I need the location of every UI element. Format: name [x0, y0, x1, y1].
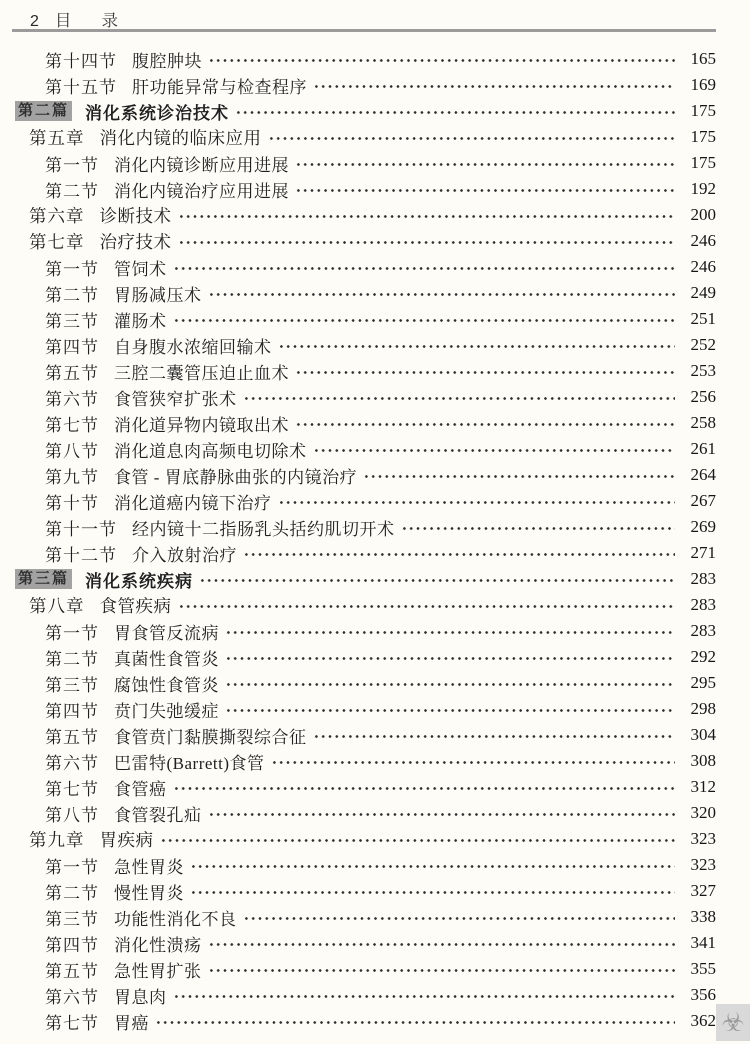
dot-leader — [155, 1008, 675, 1034]
toc-entry-label: 第七章 — [29, 231, 85, 252]
toc-entry-page: 308 — [690, 751, 716, 770]
toc-entry-section[interactable] — [12, 618, 716, 644]
toc-entry-title: 三腔二囊管压迫止血术 — [114, 363, 289, 383]
toc-entry-section[interactable] — [12, 1008, 716, 1034]
toc-entry-page: 323 — [690, 829, 716, 848]
toc-entry-page: 246 — [690, 257, 716, 276]
toc-entry-section[interactable] — [12, 488, 716, 514]
toc-entry-title: 胃息肉 — [114, 987, 167, 1007]
toc-entry-label: 第二节 — [45, 883, 99, 903]
toc-entry-label: 第二节 — [45, 285, 99, 305]
dot-leader — [173, 982, 676, 1008]
toc-entry-label: 第三节 — [45, 675, 99, 695]
toc-entry-label: 第八章 — [29, 595, 85, 616]
header-title: 目 录 — [54, 11, 132, 30]
toc-entry-label: 第一节 — [45, 857, 99, 877]
toc-entry-page: 267 — [690, 491, 716, 510]
toc-entry-title: 消化系统诊治技术 — [85, 103, 230, 123]
dot-leader — [225, 696, 675, 722]
toc-entry-section[interactable] — [12, 878, 716, 904]
header-page-number: 2 — [30, 13, 39, 30]
toc-entry-title: 经内镜十二指肠乳头括约肌切开术 — [132, 519, 395, 539]
toc-entry-title: 消化性溃疡 — [114, 935, 202, 955]
toc-entry-page: 175 — [690, 101, 716, 120]
toc-entry-label: 第一节 — [45, 623, 99, 643]
toc-entry-page: 323 — [690, 855, 716, 874]
dot-leader — [178, 202, 676, 228]
toc-entry-section[interactable] — [12, 644, 716, 670]
toc-entry-page: 175 — [690, 153, 716, 172]
toc-entry-label: 第一节 — [45, 155, 99, 175]
toc-entry-page: 271 — [690, 543, 716, 562]
toc-entry-label: 第二节 — [45, 181, 99, 201]
toc-entry-title: 慢性胃炎 — [114, 883, 184, 903]
dot-leader — [401, 514, 676, 540]
dot-leader — [225, 644, 675, 670]
toc-entry-title: 肝功能异常与检查程序 — [132, 77, 307, 97]
toc-entry-title: 消化内镜治疗应用进展 — [114, 181, 289, 201]
toc-entry-page: 338 — [690, 907, 716, 926]
toc-entry-label: 第五章 — [29, 127, 85, 148]
toc-entry-page: 362 — [690, 1011, 716, 1030]
toc-entry-title: 胃肠减压术 — [114, 285, 202, 305]
toc-entry-label: 第三篇 — [15, 569, 72, 589]
dot-leader — [208, 46, 675, 72]
dot-leader — [173, 774, 676, 800]
toc-entry-page: 355 — [690, 959, 716, 978]
dot-leader — [243, 904, 676, 930]
toc-entry-section[interactable] — [12, 150, 716, 176]
dot-leader — [178, 592, 676, 618]
toc-entry-page: 192 — [690, 179, 716, 198]
toc-entry-page: 298 — [690, 699, 716, 718]
toc-entry-title: 贲门失弛缓症 — [114, 701, 219, 721]
toc-entry-section[interactable] — [12, 956, 716, 982]
toc-entry-page: 356 — [690, 985, 716, 1004]
toc-entry-label: 第八节 — [45, 805, 99, 825]
dot-leader — [178, 228, 676, 254]
toc-entry-section[interactable] — [12, 280, 716, 306]
toc-entry-title: 治疗技术 — [99, 231, 172, 252]
dot-leader — [268, 124, 676, 150]
toc-entry-label: 第三节 — [45, 311, 99, 331]
toc-entry-page: 292 — [690, 647, 716, 666]
toc-entry-section[interactable] — [12, 696, 716, 722]
toc-entry-title: 自身腹水浓缩回输术 — [114, 337, 272, 357]
dot-leader — [271, 748, 675, 774]
toc-entry-label: 第十二节 — [45, 545, 117, 565]
toc-entry-label: 第四节 — [45, 935, 99, 955]
toc-entry-label: 第二篇 — [15, 101, 72, 121]
toc-entry-label: 第七节 — [45, 779, 99, 799]
toc-entry-title: 巴雷特(Barrett)食管 — [114, 753, 265, 773]
dot-leader — [243, 540, 675, 566]
toc-entry-section[interactable] — [12, 358, 716, 384]
toc-entry-page: 252 — [690, 335, 716, 354]
toc-entry-section[interactable] — [12, 176, 716, 202]
toc-entry-title: 急性胃扩张 — [114, 961, 202, 981]
toc-entry-label: 第七节 — [45, 1013, 99, 1033]
dot-leader — [313, 72, 675, 98]
toc-entry-section[interactable] — [12, 670, 716, 696]
toc-entry-page: 295 — [690, 673, 716, 692]
toc-entry-section[interactable] — [12, 332, 716, 358]
dot-leader — [313, 436, 676, 462]
toc-entry-title: 消化道息肉高频电切除术 — [114, 441, 307, 461]
toc-entry-label: 第七节 — [45, 415, 99, 435]
toc-entry-title: 胃癌 — [114, 1013, 149, 1033]
toc-entry-page: 312 — [690, 777, 716, 796]
dot-leader — [295, 150, 675, 176]
toc-entry-title: 诊断技术 — [99, 205, 172, 226]
dot-leader — [173, 254, 676, 280]
toc-entry-section[interactable] — [12, 982, 716, 1008]
toc-entry-label: 第四节 — [45, 701, 99, 721]
toc-entry-label: 第十一节 — [45, 519, 117, 539]
dot-leader — [208, 280, 676, 306]
dot-leader — [313, 722, 676, 748]
toc-entry-title: 食管裂孔疝 — [114, 805, 202, 825]
toc-entry-section[interactable] — [12, 514, 716, 540]
toc-entry-title: 灌肠术 — [114, 311, 167, 331]
toc-entry-title: 消化系统疾病 — [85, 571, 194, 591]
toc-entry-page: 327 — [690, 881, 716, 900]
toc-entry-page: 253 — [690, 361, 716, 380]
toc-entry-page: 283 — [690, 621, 716, 640]
toc-entry-page: 283 — [690, 595, 716, 614]
dot-leader — [225, 670, 675, 696]
toc-entry-title: 食管癌 — [114, 779, 167, 799]
toc-entry-chapter[interactable] — [12, 124, 716, 150]
toc-entry-title: 胃食管反流病 — [114, 623, 219, 643]
toc-entry-section[interactable] — [12, 306, 716, 332]
toc-entry-section[interactable] — [12, 462, 716, 488]
dot-leader — [190, 878, 675, 904]
toc-entry-label: 第五节 — [45, 363, 99, 383]
toc-entry-section[interactable] — [12, 46, 716, 72]
toc-entry-label: 第二节 — [45, 649, 99, 669]
toc-entry-section[interactable] — [12, 72, 716, 98]
toc-entry-section[interactable] — [12, 852, 716, 878]
dot-leader — [190, 852, 675, 878]
toc-entry-label: 第三节 — [45, 909, 99, 929]
toc-entry-page: 261 — [690, 439, 716, 458]
dot-leader — [235, 98, 675, 124]
toc-entry-page: 304 — [690, 725, 716, 744]
toc-entry-chapter[interactable] — [12, 592, 716, 618]
toc-entry-label: 第十节 — [45, 493, 99, 513]
toc-entry-section[interactable] — [12, 930, 716, 956]
toc-entry-part[interactable] — [12, 566, 716, 592]
toc-entry-label: 第六节 — [45, 389, 99, 409]
toc-entry-title: 急性胃炎 — [114, 857, 184, 877]
toc-entry-page: 249 — [690, 283, 716, 302]
toc-entry-title: 介入放射治疗 — [132, 545, 237, 565]
toc-entry-label: 第六节 — [45, 987, 99, 1007]
toc-entry-section[interactable] — [12, 722, 716, 748]
toc-entry-title: 消化内镜的临床应用 — [99, 127, 262, 148]
dot-leader — [278, 488, 676, 514]
toc-entry-page: 269 — [690, 517, 716, 536]
dot-leader — [199, 566, 675, 592]
toc-entry-label: 第九节 — [45, 467, 99, 487]
dot-leader — [295, 176, 675, 202]
toc-entry-title: 食管疾病 — [99, 595, 172, 616]
toc-entry-title: 食管狭窄扩张术 — [114, 389, 237, 409]
toc-entry-label: 第十五节 — [45, 77, 117, 97]
dot-leader — [243, 384, 676, 410]
toc-entry-page: 341 — [690, 933, 716, 952]
dot-leader — [295, 410, 675, 436]
dot-leader — [208, 930, 676, 956]
dot-leader — [225, 618, 675, 644]
toc-entry-title: 食管贲门黏膜撕裂综合征 — [114, 727, 307, 747]
toc-entry-section[interactable] — [12, 384, 716, 410]
toc-entry-section[interactable] — [12, 904, 716, 930]
toc-entry-title: 食管 - 胃底静脉曲张的内镜治疗 — [114, 467, 358, 487]
toc-entry-title: 功能性消化不良 — [114, 909, 237, 929]
toc-entry-page: 320 — [690, 803, 716, 822]
toc-entry-section[interactable] — [12, 748, 716, 774]
toc-entry-page: 258 — [690, 413, 716, 432]
dot-leader — [295, 358, 675, 384]
toc-entry-page: 246 — [690, 231, 716, 250]
toc-entry-page: 165 — [690, 49, 716, 68]
toc-entry-section[interactable] — [12, 254, 716, 280]
toc-entry-title: 消化道癌内镜下治疗 — [114, 493, 272, 513]
toc-entry-label: 第五节 — [45, 727, 99, 747]
toc-entry-label: 第六章 — [29, 205, 85, 226]
toc-entry-page: 169 — [690, 75, 716, 94]
dot-leader — [208, 956, 676, 982]
toc-entry-label: 第一节 — [45, 259, 99, 279]
toc-entry-label: 第八节 — [45, 441, 99, 461]
toc-entry-section[interactable] — [12, 800, 716, 826]
toc-entry-title: 胃疾病 — [99, 829, 154, 850]
toc-list — [12, 46, 716, 1034]
toc-entry-page: 200 — [690, 205, 716, 224]
dot-leader — [208, 800, 676, 826]
toc-entry-chapter[interactable] — [12, 202, 716, 228]
dot-leader — [363, 462, 675, 488]
toc-entry-section[interactable] — [12, 410, 716, 436]
toc-entry-page: 251 — [690, 309, 716, 328]
biohazard-watermark-icon: ☣ — [716, 1004, 750, 1041]
dot-leader — [173, 306, 676, 332]
toc-entry-label: 第十四节 — [45, 51, 117, 71]
toc-entry-title: 消化道异物内镜取出术 — [114, 415, 289, 435]
toc-entry-page: 256 — [690, 387, 716, 406]
toc-entry-page: 175 — [690, 127, 716, 146]
toc-entry-title: 管饲术 — [114, 259, 167, 279]
page-header — [12, 7, 716, 28]
toc-entry-section[interactable] — [12, 436, 716, 462]
toc-entry-label: 第五节 — [45, 961, 99, 981]
toc-entry-title: 消化内镜诊断应用进展 — [114, 155, 289, 175]
toc-entry-label: 第九章 — [29, 829, 85, 850]
toc-entry-page: 264 — [690, 465, 716, 484]
toc-entry-label: 第四节 — [45, 337, 99, 357]
dot-leader — [278, 332, 676, 358]
toc-entry-section[interactable] — [12, 774, 716, 800]
toc-entry-title: 真菌性食管炎 — [114, 649, 219, 669]
toc-entry-title: 腹腔肿块 — [132, 51, 202, 71]
toc-entry-label: 第六节 — [45, 753, 99, 773]
toc-entry-page: 283 — [690, 569, 716, 588]
dot-leader — [160, 826, 676, 852]
toc-entry-part[interactable] — [12, 98, 716, 124]
toc-entry-chapter[interactable] — [12, 826, 716, 852]
toc-entry-title: 腐蚀性食管炎 — [114, 675, 219, 695]
toc-entry-chapter[interactable] — [12, 228, 716, 254]
toc-entry-section[interactable] — [12, 540, 716, 566]
